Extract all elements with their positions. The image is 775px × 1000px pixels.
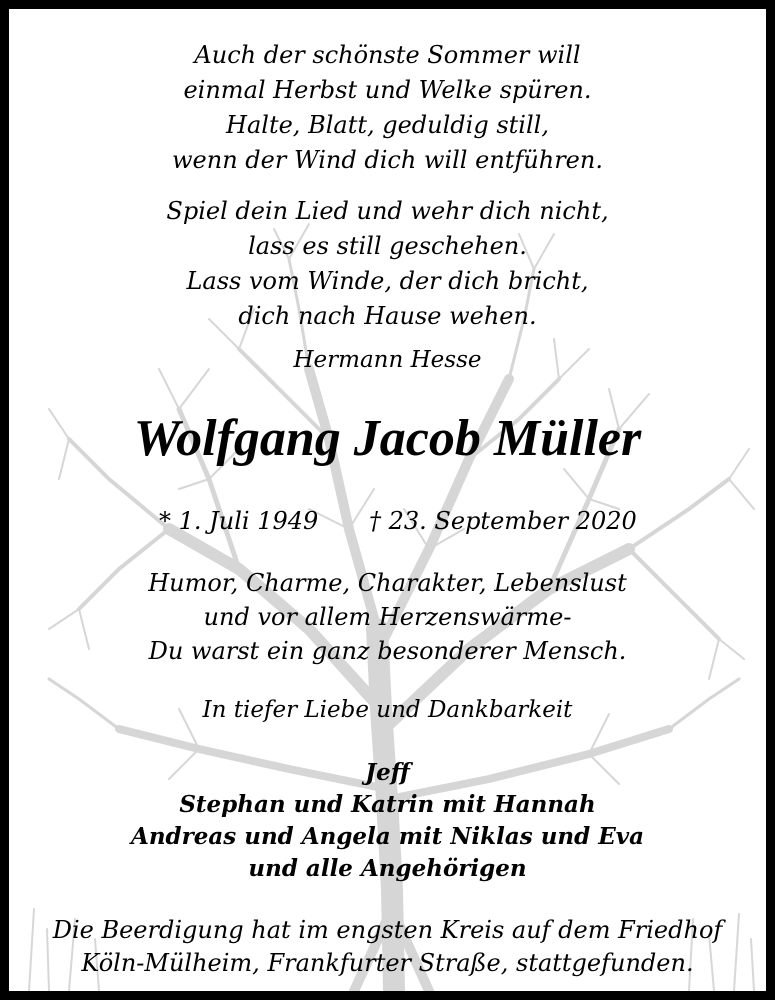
tribute-line: Du warst ein ganz besonderer Mensch. bbox=[148, 637, 627, 665]
mourner-entry: Stephan und Katrin mit Hannah bbox=[179, 791, 596, 818]
notice-content bbox=[9, 9, 766, 991]
death-date: † 23. September 2020 bbox=[369, 507, 637, 535]
poem-stanza-1 bbox=[9, 38, 766, 178]
funeral-notice bbox=[9, 914, 766, 980]
poem-line: dich nach Hause wehen. bbox=[238, 302, 537, 330]
mourner-entry: Andreas und Angela mit Niklas und Eva bbox=[130, 823, 645, 850]
gratitude-line: In tiefer Liebe und Dankbarkeit bbox=[202, 697, 573, 723]
birth-date: * 1. Juli 1949 bbox=[159, 507, 319, 535]
funeral-line: Köln-Mülheim, Frankfurter Straße, stattgefunden. bbox=[81, 949, 694, 977]
poem-line: Lass vom Winde, der dich bricht, bbox=[186, 267, 589, 295]
deceased-name: Wolfgang Jacob Müller bbox=[133, 410, 642, 467]
poem-author: Hermann Hesse bbox=[293, 347, 482, 373]
mourners-list bbox=[9, 757, 766, 885]
mourner-entry: und alle Angehörigen bbox=[248, 855, 527, 882]
tribute-line: Humor, Charme, Charakter, Lebenslust bbox=[148, 569, 627, 597]
poem-line: Spiel dein Lied und wehr dich nicht, bbox=[166, 197, 609, 225]
poem-line: wenn der Wind dich will entführen. bbox=[172, 146, 603, 174]
poem-line: Halte, Blatt, geduldig still, bbox=[226, 111, 549, 139]
poem-line: lass es still geschehen. bbox=[248, 232, 527, 260]
tribute-text bbox=[9, 566, 766, 668]
poem-line: Auch der schönste Sommer will bbox=[194, 41, 581, 69]
tribute-line: und vor allem Herzenswärme- bbox=[203, 603, 572, 631]
funeral-line: Die Beerdigung hat im engsten Kreis auf dem Friedhof bbox=[52, 916, 723, 944]
poem-stanza-2 bbox=[9, 194, 766, 334]
poem-line: einmal Herbst und Welke spüren. bbox=[183, 76, 592, 104]
mourner-entry: Jeff bbox=[365, 759, 410, 786]
